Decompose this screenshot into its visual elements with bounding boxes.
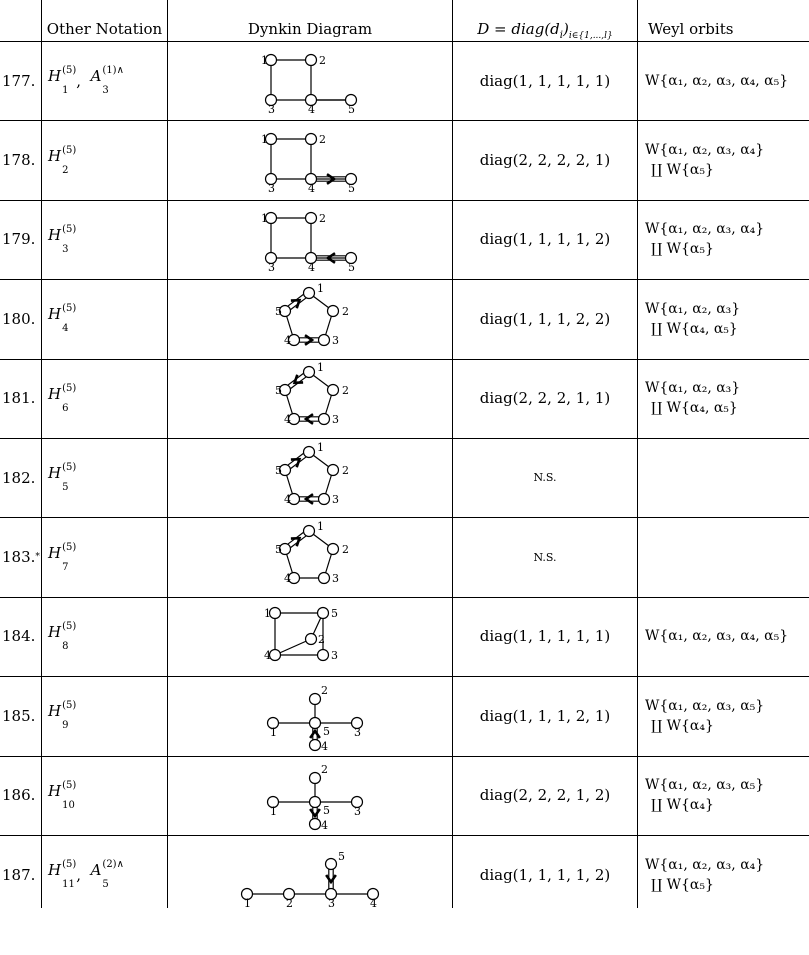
notation-indices xyxy=(62,620,77,652)
row-number xyxy=(2,756,42,835)
node-label: 1 xyxy=(261,53,268,67)
notation-term xyxy=(48,700,77,732)
d-matrix-cell xyxy=(453,438,637,517)
node-label: 1 xyxy=(270,725,277,739)
row-star: * xyxy=(35,552,40,563)
weyl-orbit-line: ∐ W{α₅} xyxy=(651,876,714,893)
node-circle-icon xyxy=(306,634,317,645)
node-circle-icon xyxy=(310,797,321,808)
node-circle-icon xyxy=(270,650,281,661)
dynkin-diagram xyxy=(245,758,375,832)
notation-term xyxy=(48,462,77,494)
other-notation xyxy=(48,438,166,517)
notation-indices xyxy=(62,859,77,891)
notation-sub: 8 xyxy=(62,640,69,652)
bond-arrow-icon xyxy=(310,809,320,816)
notation-sup: (5) xyxy=(62,541,77,553)
d-matrix-value: diag(1, 1, 1, 2, 2) xyxy=(479,309,611,328)
dynkin-diagram xyxy=(245,520,375,594)
dynkin-cell xyxy=(168,835,452,914)
notation-term xyxy=(48,223,77,255)
row-divider xyxy=(0,835,809,836)
node-label: 5 xyxy=(348,182,355,196)
weyl-orbit-line: ∐ W{α₅} xyxy=(651,241,714,258)
notation-term xyxy=(48,303,77,335)
d-matrix-cell xyxy=(453,120,637,199)
notation-sub: 11 xyxy=(62,879,75,891)
notation-term xyxy=(48,144,77,176)
node-label: 4 xyxy=(370,896,377,910)
dynkin-cell xyxy=(168,200,452,279)
column-divider xyxy=(637,0,638,908)
other-notation xyxy=(48,120,166,199)
other-notation xyxy=(48,756,166,835)
notation-alt-letter: A xyxy=(90,67,102,86)
node-label: 1 xyxy=(244,896,251,910)
node-circle-icon xyxy=(328,385,339,396)
row-number xyxy=(2,279,42,358)
node-label: 4 xyxy=(264,649,271,663)
node-label: 2 xyxy=(321,763,328,777)
node-label: 1 xyxy=(270,805,277,819)
node-label: 4 xyxy=(308,102,315,116)
notation-separator: , xyxy=(76,71,91,90)
d-matrix-cell xyxy=(453,41,637,120)
notation-sup: (5) xyxy=(62,859,77,871)
notation-sup: (5) xyxy=(62,223,77,235)
weyl-orbits-cell xyxy=(645,517,809,596)
row-number-text: 179. xyxy=(2,230,36,249)
node-label: 2 xyxy=(342,384,349,398)
node-label: 3 xyxy=(332,572,339,586)
d-matrix-value: diag(1, 1, 1, 1, 2) xyxy=(479,230,611,249)
d-matrix-value: N.S. xyxy=(533,471,557,485)
header-d-matrix xyxy=(453,18,637,40)
node-label: 1 xyxy=(261,212,268,226)
node-circle-icon xyxy=(328,464,339,475)
dynkin-diagram xyxy=(245,599,375,673)
node-circle-icon xyxy=(328,305,339,316)
node-circle-icon xyxy=(306,134,317,145)
notation-alt-term xyxy=(90,65,124,97)
row-number-text: 182. xyxy=(2,468,36,487)
dynkin-diagram xyxy=(245,44,375,118)
d-matrix-cell xyxy=(453,359,637,438)
node-label: 2 xyxy=(342,463,349,477)
node-label: 4 xyxy=(308,261,315,275)
notation-sup: (5) xyxy=(62,462,77,474)
dynkin-diagram xyxy=(245,123,375,197)
header-d-sub: i xyxy=(559,30,563,41)
header-dynkin-diagram: Dynkin Diagram xyxy=(247,20,373,38)
notation-letter: H xyxy=(48,225,62,244)
notation-indices xyxy=(62,541,77,573)
node-label: 1 xyxy=(317,520,324,534)
node-label: 4 xyxy=(321,739,328,753)
other-notation xyxy=(48,517,166,596)
notation-sub: 4 xyxy=(62,323,69,335)
node-circle-icon xyxy=(319,493,330,504)
row-divider xyxy=(0,41,809,42)
bond-arrow-icon xyxy=(291,538,300,546)
d-matrix-cell xyxy=(453,597,637,676)
weyl-orbits-cell xyxy=(645,438,809,517)
notation-alt-sub: 5 xyxy=(102,879,109,891)
header-d-close: ) xyxy=(562,20,569,38)
notation-separator: , xyxy=(76,865,91,884)
node-label: 5 xyxy=(348,102,355,116)
node-label: 5 xyxy=(338,849,345,863)
dynkin-diagram xyxy=(245,282,375,356)
d-matrix-value: diag(1, 1, 1, 1, 2) xyxy=(479,865,611,884)
node-label: 5 xyxy=(275,384,282,398)
bond-arrow-icon xyxy=(291,300,300,308)
bond-arrow-icon xyxy=(306,494,313,504)
weyl-orbit-line: W{α₁, α₂, α₃} xyxy=(645,300,741,317)
node-label: 5 xyxy=(275,463,282,477)
row-number-text: 185. xyxy=(2,706,36,725)
d-matrix-value: diag(2, 2, 2, 1, 1) xyxy=(479,389,611,408)
dynkin-cell xyxy=(168,756,452,835)
row-divider xyxy=(0,676,809,677)
node-label: 5 xyxy=(323,724,330,738)
node-label: 2 xyxy=(321,683,328,697)
weyl-orbits-cell xyxy=(645,756,809,835)
row-number xyxy=(2,438,42,517)
dynkin-diagram xyxy=(245,441,375,515)
dynkin-cell xyxy=(168,41,452,120)
other-notation xyxy=(48,835,166,914)
dynkin-cell xyxy=(168,438,452,517)
weyl-orbit-line: W{α₁, α₂, α₃, α₅} xyxy=(645,697,765,714)
notation-indices xyxy=(62,144,77,176)
node-circle-icon xyxy=(319,334,330,345)
weyl-orbit-line: W{α₁, α₂, α₃, α₄} xyxy=(645,856,765,873)
row-number-text: 187. xyxy=(2,865,36,884)
notation-indices xyxy=(62,462,77,494)
node-label: 3 xyxy=(332,413,339,427)
d-matrix-cell xyxy=(453,676,637,755)
node-label: 2 xyxy=(286,896,293,910)
notation-sup: (5) xyxy=(62,303,77,315)
notation-letter: H xyxy=(48,702,62,721)
row-divider xyxy=(0,756,809,757)
node-circle-icon xyxy=(310,819,321,830)
d-matrix-value: diag(2, 2, 2, 1, 2) xyxy=(479,786,611,805)
d-matrix-value: diag(1, 1, 1, 1, 1) xyxy=(479,627,611,646)
node-label: 3 xyxy=(268,261,275,275)
weyl-orbit-line: ∐ W{α₄, α₅} xyxy=(651,400,738,417)
notation-letter: H xyxy=(48,861,62,880)
notation-alt-indices xyxy=(102,65,124,97)
node-label: 4 xyxy=(284,492,291,506)
node-circle-icon xyxy=(318,650,329,661)
notation-term xyxy=(48,65,77,97)
notation-alt-indices xyxy=(102,859,124,891)
dynkin-diagram xyxy=(245,679,375,753)
notation-indices xyxy=(62,303,77,335)
node-label: 3 xyxy=(332,492,339,506)
bond-arrow-icon xyxy=(310,731,320,738)
notation-sup: (5) xyxy=(62,779,77,791)
node-label: 4 xyxy=(321,819,328,833)
node-circle-icon xyxy=(326,858,337,869)
d-matrix-cell xyxy=(453,200,637,279)
node-label: 5 xyxy=(348,261,355,275)
node-circle-icon xyxy=(310,693,321,704)
node-label: 2 xyxy=(342,543,349,557)
notation-letter: H xyxy=(48,384,62,403)
bond-arrow-icon xyxy=(305,335,312,345)
node-label: 2 xyxy=(319,212,326,226)
weyl-orbits-cell xyxy=(645,359,809,438)
node-label: 3 xyxy=(354,805,361,819)
notation-letter: H xyxy=(48,543,62,562)
node-circle-icon xyxy=(318,608,329,619)
row-divider xyxy=(0,200,809,201)
notation-sub: 7 xyxy=(62,561,69,573)
row-divider xyxy=(0,359,809,360)
header-d-matrix-main: D = diag(d xyxy=(477,20,560,38)
node-label: 1 xyxy=(317,281,324,295)
notation-letter: H xyxy=(48,622,62,641)
notation-indices xyxy=(62,382,77,414)
notation-letter: H xyxy=(48,305,62,324)
notation-sub: 2 xyxy=(62,164,69,176)
header-weyl-orbits: Weyl orbits xyxy=(648,20,734,38)
node-label: 5 xyxy=(275,304,282,318)
notation-sup: (5) xyxy=(62,382,77,394)
weyl-orbit-line: W{α₁, α₂, α₃, α₄, α₅} xyxy=(645,72,789,89)
row-divider xyxy=(0,279,809,280)
notation-term xyxy=(48,541,77,573)
dynkin-diagram xyxy=(245,202,375,276)
other-notation xyxy=(48,200,166,279)
node-label: 5 xyxy=(275,543,282,557)
notation-sup: (5) xyxy=(62,700,77,712)
row-number xyxy=(2,676,42,755)
weyl-orbits-cell xyxy=(645,676,809,755)
d-matrix-value: diag(1, 1, 1, 1, 1) xyxy=(479,71,611,90)
notation-alt-sub: 3 xyxy=(102,85,109,97)
row-number-text: 183. xyxy=(2,548,36,567)
d-matrix-value: N.S. xyxy=(533,550,557,564)
node-circle-icon xyxy=(304,446,315,457)
node-circle-icon xyxy=(304,287,315,298)
notation-term xyxy=(48,620,77,652)
node-label: 1 xyxy=(264,607,271,621)
node-label: 4 xyxy=(284,572,291,586)
node-label: 1 xyxy=(317,440,324,454)
other-notation xyxy=(48,597,166,676)
notation-letter: H xyxy=(48,781,62,800)
notation-alt-letter: A xyxy=(90,861,102,880)
notation-sup: (5) xyxy=(62,620,77,632)
weyl-orbits-cell xyxy=(645,120,809,199)
node-circle-icon xyxy=(310,739,321,750)
node-label: 3 xyxy=(354,725,361,739)
row-number-text: 181. xyxy=(2,389,36,408)
row-number xyxy=(2,120,42,199)
row-divider xyxy=(0,517,809,518)
notation-term xyxy=(48,779,77,811)
node-label: 3 xyxy=(331,649,338,663)
weyl-orbit-line: ∐ W{α₅} xyxy=(651,162,714,179)
dynkin-cell xyxy=(168,120,452,199)
bond-arrow-icon xyxy=(326,875,336,882)
dynkin-cell xyxy=(168,279,452,358)
node-label: 3 xyxy=(268,102,275,116)
notation-term xyxy=(48,382,77,414)
weyl-orbits-cell xyxy=(645,597,809,676)
weyl-orbit-line: W{α₁, α₂, α₃} xyxy=(645,380,741,397)
node-label: 2 xyxy=(319,133,326,147)
node-label: 4 xyxy=(284,413,291,427)
dynkin-cell xyxy=(168,359,452,438)
node-label: 4 xyxy=(284,333,291,347)
row-number xyxy=(2,200,42,279)
node-label: 3 xyxy=(328,896,335,910)
node-circle-icon xyxy=(310,773,321,784)
node-label: 2 xyxy=(318,633,325,647)
weyl-orbit-line: W{α₁, α₂, α₃, α₅} xyxy=(645,777,765,794)
bond-arrow-icon xyxy=(291,459,300,467)
d-matrix-cell xyxy=(453,835,637,914)
weyl-orbits-cell xyxy=(645,835,809,914)
node-circle-icon xyxy=(304,526,315,537)
row-number-text: 178. xyxy=(2,151,36,170)
notation-sub: 9 xyxy=(62,720,69,732)
row-divider xyxy=(0,597,809,598)
row-number xyxy=(2,835,42,914)
node-label: 5 xyxy=(331,607,338,621)
node-label: 3 xyxy=(332,333,339,347)
notation-letter: H xyxy=(48,146,62,165)
row-divider xyxy=(0,120,809,121)
weyl-orbit-line: ∐ W{α₄} xyxy=(651,797,714,814)
row-number-text: 177. xyxy=(2,71,36,90)
row-number xyxy=(2,517,42,596)
node-circle-icon xyxy=(306,54,317,65)
node-label: 3 xyxy=(268,182,275,196)
bond-arrow-icon xyxy=(295,375,304,383)
weyl-orbits-cell xyxy=(645,41,809,120)
notation-letter: H xyxy=(48,464,62,483)
other-notation xyxy=(48,279,166,358)
notation-sup: (5) xyxy=(62,144,77,156)
dynkin-diagram xyxy=(245,361,375,435)
node-label: 1 xyxy=(317,361,324,375)
weyl-orbits-cell xyxy=(645,279,809,358)
row-number xyxy=(2,41,42,120)
row-number-text: 186. xyxy=(2,786,36,805)
node-label: 1 xyxy=(261,133,268,147)
node-circle-icon xyxy=(328,544,339,555)
notation-sub: 1 xyxy=(62,85,69,97)
header-other-notation: Other Notation xyxy=(46,20,163,38)
node-circle-icon xyxy=(310,717,321,728)
weyl-orbit-line: ∐ W{α₄, α₅} xyxy=(651,320,738,337)
node-circle-icon xyxy=(304,367,315,378)
node-circle-icon xyxy=(319,414,330,425)
row-number-text: 180. xyxy=(2,309,36,328)
notation-letter: H xyxy=(48,67,62,86)
row-divider xyxy=(0,438,809,439)
notation-indices xyxy=(62,700,77,732)
d-matrix-cell xyxy=(453,279,637,358)
notation-sub: 3 xyxy=(62,243,69,255)
bond-arrow-icon xyxy=(306,414,313,424)
d-matrix-cell xyxy=(453,756,637,835)
node-label: 2 xyxy=(342,304,349,318)
dynkin-cell xyxy=(168,597,452,676)
header-d-index: i∈{1,...,l} xyxy=(568,31,613,41)
other-notation xyxy=(48,359,166,438)
notation-alt-term xyxy=(90,859,124,891)
node-circle-icon xyxy=(306,213,317,224)
weyl-orbits-cell xyxy=(645,200,809,279)
dynkin-cell xyxy=(168,517,452,596)
node-label: 2 xyxy=(319,53,326,67)
d-matrix-value: diag(1, 1, 1, 2, 1) xyxy=(479,706,611,725)
notation-sup: (5) xyxy=(62,65,77,77)
node-circle-icon xyxy=(319,573,330,584)
notation-alt-sup: (1)∧ xyxy=(102,65,124,77)
weyl-orbit-line: ∐ W{α₄} xyxy=(651,717,714,734)
dynkin-diagram xyxy=(235,838,385,912)
d-matrix-value: diag(2, 2, 2, 2, 1) xyxy=(479,151,611,170)
row-number xyxy=(2,359,42,438)
weyl-orbit-line: W{α₁, α₂, α₃, α₄, α₅} xyxy=(645,628,789,645)
weyl-orbit-line: W{α₁, α₂, α₃, α₄} xyxy=(645,221,765,238)
node-label: 4 xyxy=(308,182,315,196)
notation-term xyxy=(48,859,77,891)
notation-sub: 6 xyxy=(62,402,69,414)
row-number xyxy=(2,597,42,676)
dynkin-cell xyxy=(168,676,452,755)
other-notation xyxy=(48,676,166,755)
node-circle-icon xyxy=(270,608,281,619)
notation-sub: 10 xyxy=(62,799,75,811)
notation-sub: 5 xyxy=(62,482,69,494)
notation-indices xyxy=(62,65,77,97)
notation-alt-sup: (2)∧ xyxy=(102,859,124,871)
node-label: 5 xyxy=(323,804,330,818)
row-number-text: 184. xyxy=(2,627,36,646)
d-matrix-cell xyxy=(453,517,637,596)
notation-indices xyxy=(62,223,77,255)
other-notation xyxy=(48,41,166,120)
weyl-orbit-line: W{α₁, α₂, α₃, α₄} xyxy=(645,142,765,159)
notation-indices xyxy=(62,779,77,811)
